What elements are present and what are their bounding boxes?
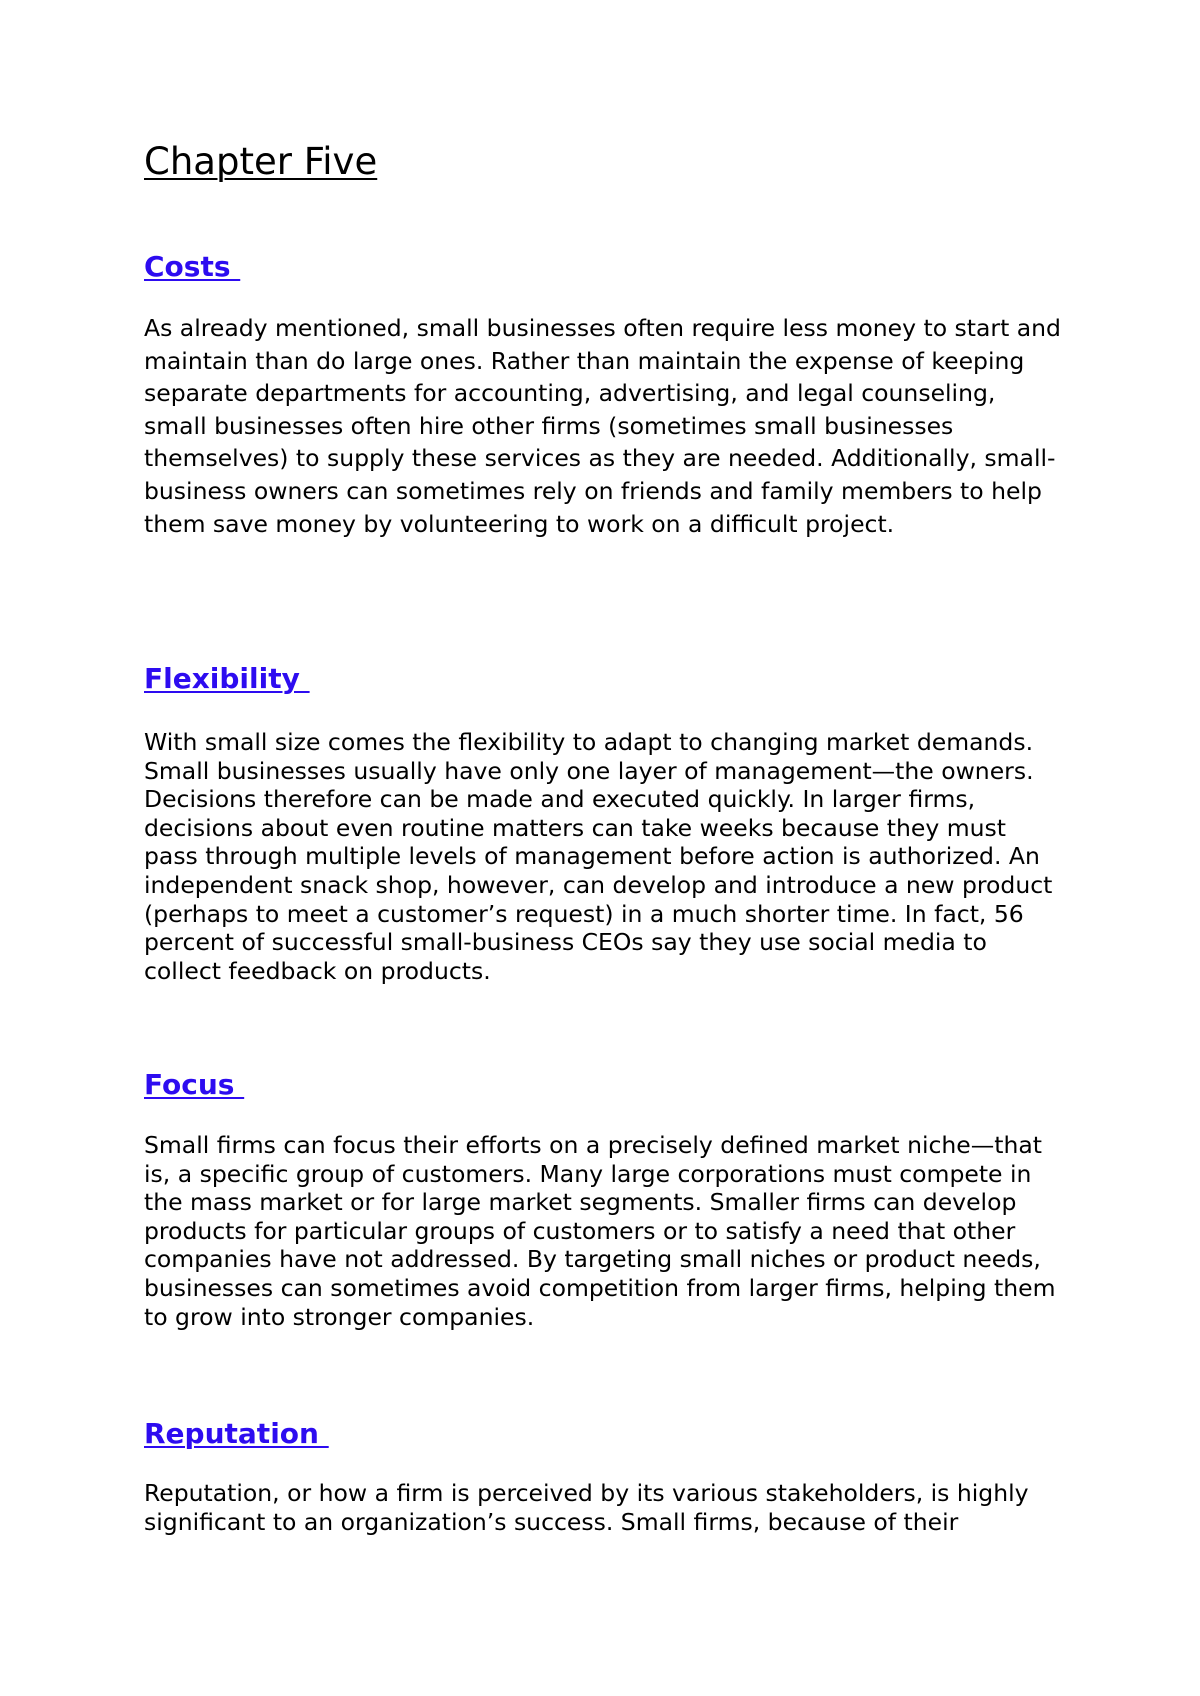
section-body-focus: Small firms can focus their efforts on a precisely defined market niche—that is, a specific group of customers. Many large corporations must compete in the mass market or for large market segments. Smaller firms can develop products for particular groups of customers or to satisfy a need that other companies have not addressed. By targeting small niches or product needs, businesses can sometimes avoid competition from larger firms, helping them to grow into stronger companies. [144, 1131, 1056, 1331]
section-heading-flexibility: Flexibility [144, 662, 310, 695]
section-heading-focus: Focus [144, 1068, 245, 1101]
section-body-flexibility: With small size comes the flexibility to adapt to changing market demands. Small businesses usually have only one layer of management—the owners. Decisions therefore can be made and executed quickly. In larger firms, decisions about even routine matters can take weeks because they must pass through multiple levels of management before action is authorized. An independent snack shop, however, can develop and introduce a new product (perhaps to meet a customer’s request) in a much shorter time. In fact, 56 percent of successful small-business CEOs say they use social media to collect feedback on products. [144, 728, 1053, 985]
section-heading-costs: Costs [144, 250, 241, 283]
chapter-title: Chapter Five [144, 140, 378, 183]
section-body-reputation: Reputation, or how a firm is perceived by its various stakeholders, is highly significant to an organization’s success. Small firms, because of their [144, 1479, 1029, 1536]
section-heading-reputation: Reputation [144, 1417, 329, 1450]
section-body-costs: As already mentioned, small businesses often require less money to start and maintain than do large ones. Rather than maintain the expense of keeping separate departments for accounting, advertising, and legal counseling, small businesses often hire other firms (sometimes small businesses themselves) to supply these services as they are needed. Additionally, small-business owners can sometimes rely on friends and family members to help them save money by volunteering to work on a difficult project. [144, 314, 1061, 538]
